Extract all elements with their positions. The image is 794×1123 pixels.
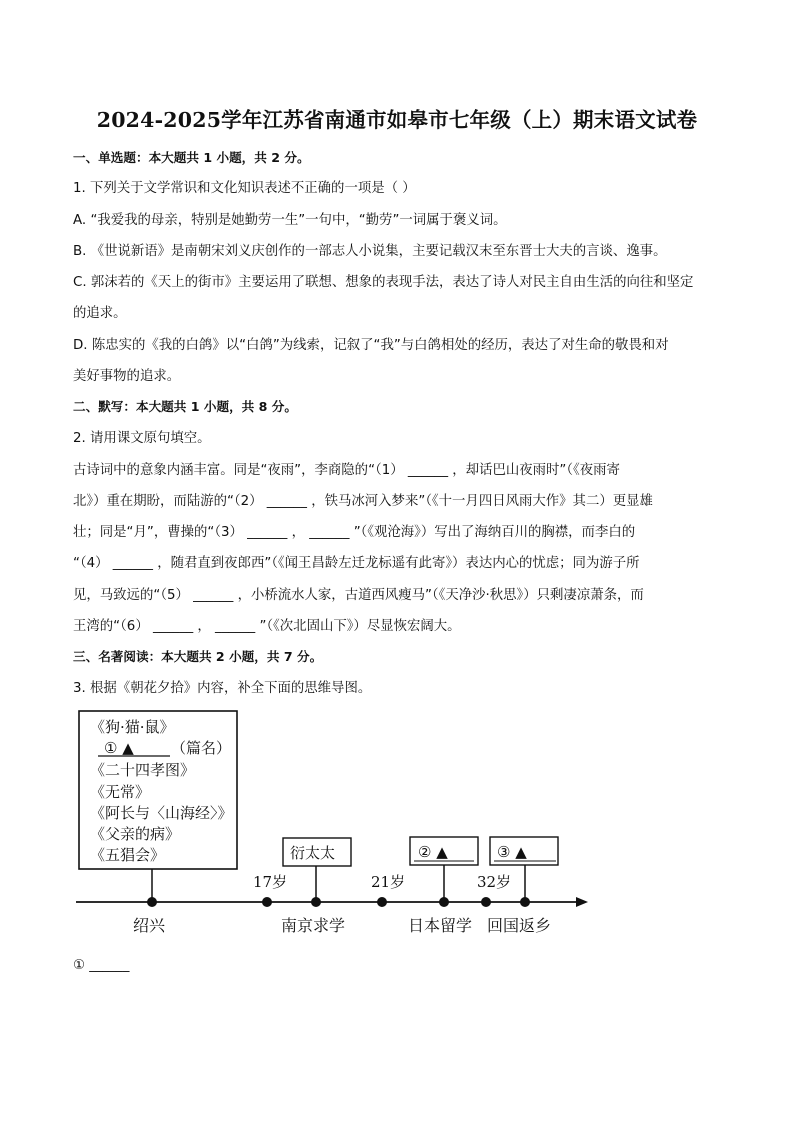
q2-line-4: “（4） ______ ，随君直到夜郎西”（《闻王昌龄左迁龙标遥有此寄》）表达内心的忧虑；同为游子所 (73, 556, 640, 571)
section-1-header: 一、单选题：本大题共 1 小题，共 2 分。 (73, 150, 310, 165)
q2-line-3: 壮；同是“月”，曹操的“（3） ______ ， ______ ”（《观沧海》）写出了海纳百川的胸襟，而李白的 (73, 525, 636, 540)
q2-line-6: 王湾的“（6） ______ ， ______ ”（《次北固山下》）尽显恢宏阔大。 (73, 619, 461, 634)
q1-option-a: A. “我爱我的母亲，特别是她勤劳一生”一句中，“勤劳”一词属于褒义词。 (73, 213, 507, 228)
timeline-dot-nanjing (311, 897, 321, 907)
mind-map-diagram (0, 700, 794, 950)
q2-line-5: 见，马致远的“（5） ______ ，小桥流水人家，古道西风瘦马”（《天净沙·秋思》）只剩凄凉萧条，而 (73, 588, 644, 603)
box-shaoxing-item-4: 《无常》 (90, 783, 151, 801)
stage-return: 回国返乡 (487, 916, 552, 935)
q1-option-d-line1: D. 陈忠实的《我的白鸽》以“白鸽”为线索，记叙了“我”与白鸽相处的经历，表达了对生命的敬畏和对 (73, 338, 669, 353)
timeline-arrow (576, 897, 588, 907)
stage-shaoxing: 绍兴 (133, 916, 166, 935)
box-shaoxing-item-2: （篇名） (171, 739, 232, 757)
q2-line-2: 北》）重在期盼，而陆游的“（2） ______ ，铁马冰河入梦来”（《十一月四日风雨大作》其二）更显雄 (73, 494, 653, 509)
box-nanjing-text: 衍太太 (290, 844, 336, 862)
stage-nanjing: 南京求学 (281, 916, 346, 935)
timeline-dot-return (520, 897, 530, 907)
blank-2: ② ▲ (418, 843, 448, 861)
section-3-header: 三、名著阅读：本大题共 2 小题，共 7 分。 (73, 649, 323, 664)
section-2-header: 二、默写：本大题共 1 小题，共 8 分。 (73, 399, 297, 414)
q1-option-c-line1: C. 郭沫若的《天上的街市》主要运用了联想、想象的表现手法，表达了诗人对民主自由生活的向往和坚定 (73, 275, 694, 290)
timeline-dot-japan (439, 897, 449, 907)
age-17: 17岁 (253, 873, 288, 891)
blank-1: ① ▲ (104, 739, 134, 757)
q1-option-b: B. 《世说新语》是南朝宋刘义庆创作的一部志人小说集，主要记载汉末至东晋士大夫的言谈、逸事。 (73, 244, 667, 259)
timeline-dot-32 (481, 897, 491, 907)
box-shaoxing-item-7: 《五猖会》 (90, 846, 166, 864)
page-title: 2024-2025学年江苏省南通市如皋市七年级（上）期末语文试卷 (96, 108, 698, 132)
q1-option-c-line2: 的追求。 (73, 306, 127, 321)
blank-3: ③ ▲ (497, 843, 527, 861)
box-shaoxing-item-3: 《二十四孝图》 (90, 761, 196, 779)
q1-option-d-line2: 美好事物的追求。 (73, 369, 181, 384)
box-shaoxing-item-6: 《父亲的病》 (90, 825, 181, 843)
q2-stem: 2. 请用课文原句填空。 (73, 431, 211, 446)
timeline-dot-17 (262, 897, 272, 907)
q3-answer-line: ① ______ (73, 958, 130, 973)
timeline-dot-21 (377, 897, 387, 907)
q2-line-1: 古诗词中的意象内涵丰富。同是“夜雨”，李商隐的“（1） ______ ，却话巴山夜雨时”（《夜雨寄 (73, 463, 620, 478)
stage-japan: 日本留学 (408, 916, 473, 935)
box-shaoxing-item-5: 《阿长与〈山海经〉》 (90, 804, 233, 822)
timeline-dot-shaoxing (147, 897, 157, 907)
q1-stem: 1. 下列关于文学常识和文化知识表述不正确的一项是（ ） (73, 181, 416, 196)
age-21: 21岁 (371, 873, 406, 891)
q3-stem: 3. 根据《朝花夕拾》内容，补全下面的思维导图。 (73, 681, 372, 696)
box-shaoxing-item-1: 《狗·猫·鼠》 (90, 718, 175, 736)
age-32: 32岁 (477, 873, 512, 891)
